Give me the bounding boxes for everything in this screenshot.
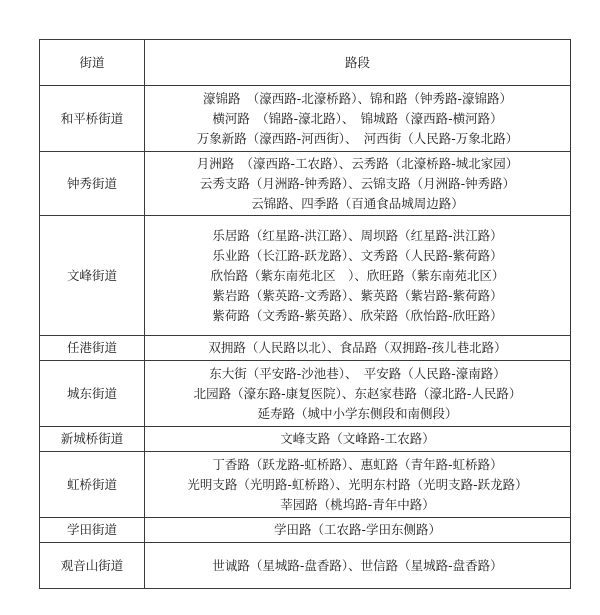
section-cell bbox=[145, 216, 571, 336]
street-cell: 虹桥街道 bbox=[40, 452, 145, 518]
section-line: 欣怡路（紫东南苑北区 ）、欣旺路（紫东南苑北区） bbox=[210, 267, 505, 283]
street-cell: 钟秀街道 bbox=[40, 152, 145, 216]
road-sections-table bbox=[39, 39, 571, 589]
table-row bbox=[40, 518, 571, 543]
section-cell bbox=[145, 152, 571, 216]
section-line: 莘园路（桃坞路-青年中路） bbox=[280, 496, 435, 512]
section-line: 乐业路（长江路-跃龙路）、文秀路（人民路-紫荷路） bbox=[212, 247, 503, 263]
section-cell bbox=[145, 86, 571, 152]
street-cell: 学田街道 bbox=[40, 518, 145, 543]
section-line: 乐居路（红星路-洪江路）、周坝路（红星路-洪江路） bbox=[212, 227, 503, 243]
section-line: 云锦路、四季路（百通食品城周边路） bbox=[251, 195, 464, 211]
street-cell: 和平桥街道 bbox=[40, 86, 145, 152]
section-line: 光明支路（光明路-虹桥路）、光明东村路（光明支路-跃龙路） bbox=[187, 476, 528, 492]
section-line: 横河路 （锦路-濠北路）、 锦城路（濠西路-横河路） bbox=[212, 110, 503, 126]
header-street: 街道 bbox=[40, 40, 145, 86]
table-row bbox=[40, 427, 571, 452]
section-line: 北园路（濠东路-康复医院）、东赵家巷路（濠北路-人民路） bbox=[193, 385, 522, 401]
table-row bbox=[40, 452, 571, 518]
street-cell: 观音山街道 bbox=[40, 543, 145, 589]
table-row bbox=[40, 86, 571, 152]
header-row bbox=[40, 40, 571, 86]
table-row bbox=[40, 152, 571, 216]
section-line: 延寿路（城中小学东侧段和南侧段） bbox=[257, 405, 458, 421]
street-cell: 城东街道 bbox=[40, 361, 145, 427]
section-line: 双拥路（人民路以北）、食品路（双拥路-孩儿巷北路） bbox=[208, 340, 507, 355]
section-line: 云秀支路（月洲路-钟秀路）、云锦支路（月洲路-钟秀路） bbox=[199, 175, 516, 191]
section-cell bbox=[145, 518, 571, 543]
header-section: 路段 bbox=[145, 40, 571, 86]
table-row bbox=[40, 361, 571, 427]
section-cell bbox=[145, 543, 571, 589]
section-line: 学田路（工农路-学田东侧路） bbox=[273, 522, 441, 537]
street-cell: 文峰街道 bbox=[40, 216, 145, 336]
street-cell: 任港街道 bbox=[40, 336, 145, 361]
section-line: 紫荷路（文秀路-紫英路）、欣荣路（欣怡路-欣旺路） bbox=[212, 307, 503, 323]
section-line: 文峰支路（文峰路-工农路） bbox=[280, 431, 435, 446]
table-row bbox=[40, 336, 571, 361]
section-cell bbox=[145, 336, 571, 361]
section-line: 世诚路（星城路-盘香路）、世信路（星城路-盘香路） bbox=[212, 557, 503, 573]
section-cell bbox=[145, 361, 571, 427]
section-line: 月洲路 （濠西路-工农路）、云秀路（北濠桥路-城北家园） bbox=[196, 155, 519, 171]
section-line: 万象新路（濠西路-河西街）、 河西街（人民路-万象北路） bbox=[196, 130, 519, 146]
street-cell: 新城桥街道 bbox=[40, 427, 145, 452]
table-body bbox=[40, 86, 571, 589]
table-row bbox=[40, 543, 571, 589]
table-row bbox=[40, 216, 571, 336]
section-cell bbox=[145, 427, 571, 452]
section-line: 濠锦路 （濠西路-北濠桥路）、锦和路（钟秀路-濠锦路） bbox=[202, 90, 513, 106]
section-line: 紫岩路（紫英路-文秀路）、紫英路（紫岩路-紫荷路） bbox=[212, 287, 503, 303]
section-cell bbox=[145, 452, 571, 518]
section-line: 东大街（平安路-沙池巷）、 平安路（人民路-濠南路） bbox=[209, 365, 506, 381]
section-line: 丁香路（跃龙路-虹桥路）、惠虹路（青年路-虹桥路） bbox=[212, 456, 503, 472]
